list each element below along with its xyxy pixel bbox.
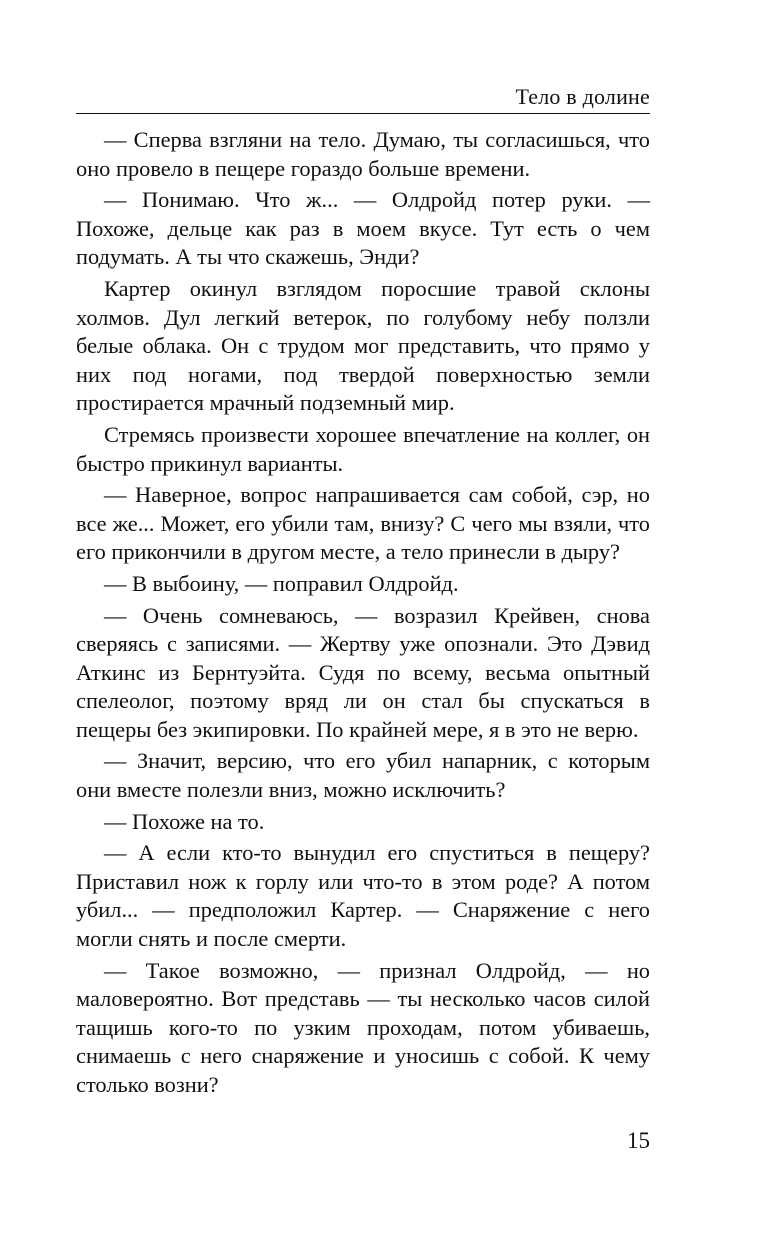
paragraph: — Похоже на то. [104,808,265,834]
paragraph: — Такое возможно, — признал Олдройд, — но маловероятно. Вот представь — ты несколько часов силой тащишь кого-то по узким проходам, потом убиваешь, снимаешь с него снаряжение и уносишь с собой. К чему столько возни? [76,957,650,1097]
paragraph: — Понимаю. Что ж... — Олдройд потер руки. — Похоже, дельце как раз в моем вкусе. Тут есть о чем подумать. А ты что скажешь, Энди? [76,187,650,270]
header-rule [76,113,650,114]
paragraph: — Сперва взгляни на тело. Думаю, ты согласишься, что оно провело в пещере гораздо больше времени. [76,127,650,181]
paragraph: — А если кто-то вынудил его спуститься в пещеру? Приставил нож к горлу или что-то в этом роде? А потом убил... — предположил Картер. — Снаряжение с него могли снять и после смерти. [76,840,650,952]
running-title: Тело в долине [515,84,650,109]
body-text [76,126,650,1103]
page-number: 15 [627,1128,650,1153]
paragraph: — Значит, версию, что его убил напарник, с которым они вместе полезли вниз, можно исключить? [76,748,650,803]
paragraph: Картер окинул взглядом поросшие травой склоны холмов. Дул легкий ветерок, по голубому небу ползли белые облака. Он с трудом мог представить, что прямо у них под ногами, под твердой поверхностью земли простирается мрачный подземный мир. [76,275,650,416]
paragraph: — Очень сомневаюсь, — возразил Крейвен, снова сверяясь с записями. — Жертву уже опознали. Это Дэвид Аткинс из Бернтуэйта. Судя по всему, весьма опытный спелеолог, поэтому вряд ли он стал бы спускаться в пещеры без экипировки. По крайней мере, я в это не верю. [76,602,650,742]
paragraph: Стремясь произвести хорошее впечатление на коллег, он быстро прикинул варианты. [76,421,650,476]
paragraph: — Наверное, вопрос напрашивается сам собой, сэр, но все же... Может, его убили там, внизу? С чего мы взяли, что его прикончили в другом месте, а тело принесли в дыру? [76,482,650,565]
paragraph: — В выбоину, — поправил Олдройд. [104,570,459,596]
